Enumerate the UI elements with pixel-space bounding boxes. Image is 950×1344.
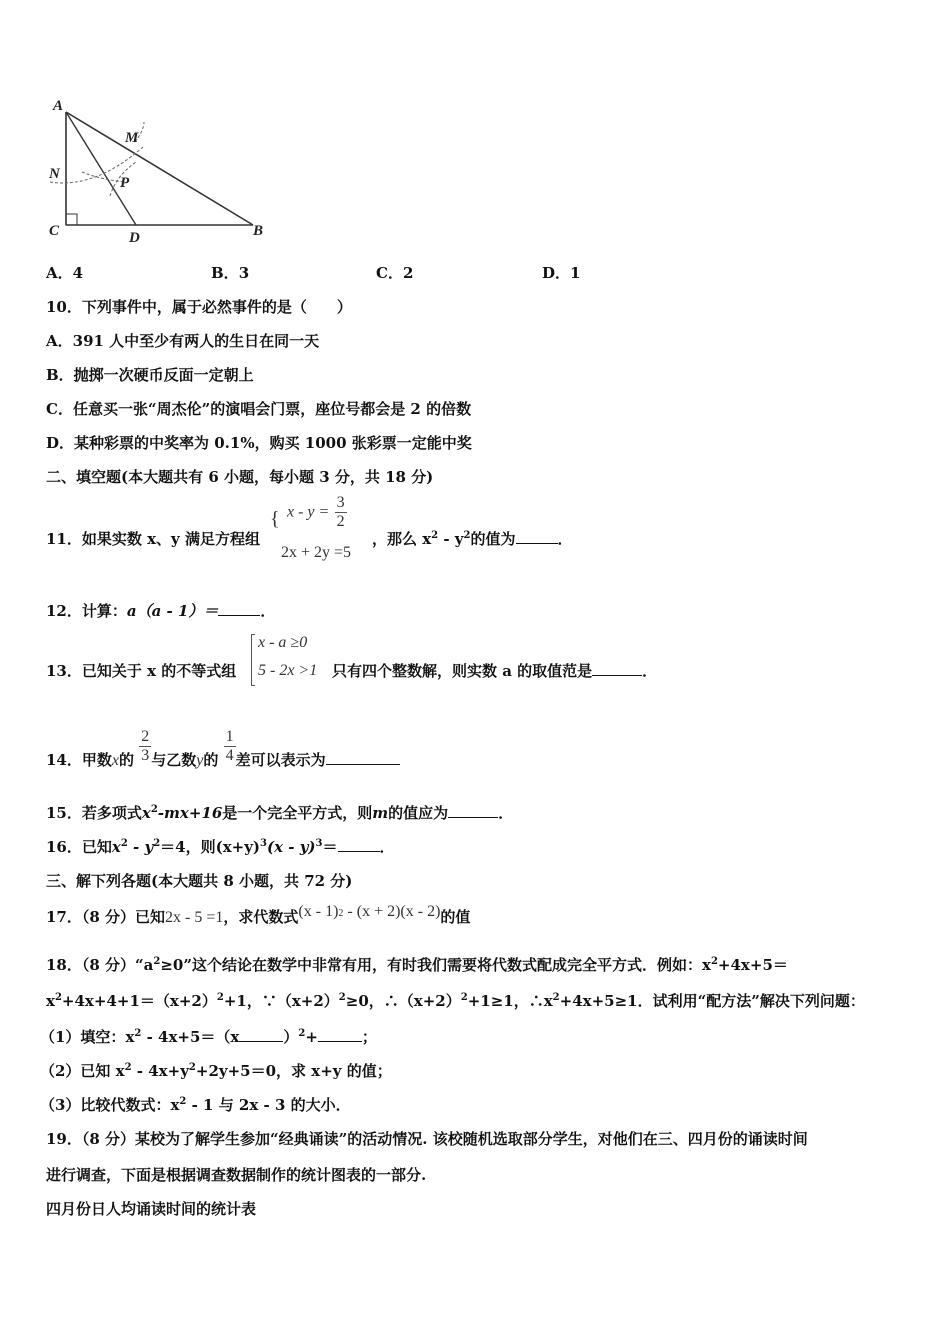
q11-prefix: 11．如果实数 x、y 满足方程组 bbox=[46, 530, 260, 548]
q15: 15．若多项式$x^2-mx+16$是一个完全平方式，则m的值应为 ． bbox=[46, 804, 514, 822]
triangle-figure bbox=[40, 92, 280, 252]
q13-brace bbox=[251, 634, 255, 686]
q9-option-b: B．3 bbox=[211, 264, 250, 282]
q18-blank-2[interactable] bbox=[318, 1027, 362, 1042]
q11-answer-blank[interactable] bbox=[516, 529, 558, 544]
q18-part3: （3）比较代数式：$x^2 - 1$ 与 2x - 3 的大小． bbox=[40, 1096, 351, 1114]
q16: 16．已知$x^2 - y^2=4$，则$(x+y)^3(x - y)^3=$ ． bbox=[46, 838, 395, 856]
right-angle-mark bbox=[66, 214, 77, 225]
q19-table-title: 四月份日人均诵读时间的统计表 bbox=[46, 1200, 257, 1218]
q10-option-d: D．某种彩票的中奖率为 0.1%，购买 1000 张彩票一定能中奖 bbox=[46, 434, 472, 452]
segment-ad bbox=[66, 112, 136, 225]
segment-ab bbox=[66, 112, 253, 225]
label-p: P bbox=[120, 175, 130, 191]
q13-suffix: 只有四个整数解，则实数 a 的取值范是 ． bbox=[332, 662, 658, 680]
q14-fraction-2: $\frac{1}{4}$ bbox=[225, 728, 234, 764]
q17: 17．（8 分）已知2x - 5 =1，求代数式(x - 1)$^2$ - (x + 2)(x - 2)的值 bbox=[46, 903, 471, 926]
section-3-heading: 三、解下列各题(本大题共 8 小题，共 72 分) bbox=[46, 872, 353, 890]
q18-line1: 18．（8 分）“$a^2\ge 0$”这个结论在数学中非常有用，有时我们需要将代数式配成完全平方式．例如：$x^2+4x+5=$ bbox=[46, 956, 788, 974]
q12: 12．计算：a（a - 1）＝ ． bbox=[46, 602, 276, 620]
q13-prefix: 13．已知关于 x 的不等式组 bbox=[46, 662, 237, 680]
q18-line2: $x^2+4x+4+1=(x+2)^2+1$，$\because(x+2)^2\ge 0$，$\therefore(x+2)^2+1\ge 1$，$\therefore x^2+4x+5\ge 1$．试利用“配方法”解决下列问题： bbox=[46, 992, 865, 1010]
label-d: D bbox=[129, 230, 140, 246]
q9-option-c: C．2 bbox=[376, 264, 414, 282]
q14-fraction-1: $\frac{2}{3}$ bbox=[141, 728, 150, 764]
q10-option-a: A．391 人中至少有两人的生日在同一天 bbox=[46, 332, 320, 350]
q11-eq1 bbox=[287, 494, 347, 531]
q9-option-d: D．1 bbox=[542, 264, 581, 282]
q11-brace: { bbox=[270, 508, 280, 530]
q10-stem: 10．下列事件中，属于必然事件的是（ ） bbox=[46, 298, 352, 316]
label-m: M bbox=[125, 130, 139, 146]
section-2-heading: 二、填空题(本大题共有 6 小题，每小题 3 分，共 18 分) bbox=[46, 468, 434, 486]
q13-answer-blank[interactable] bbox=[592, 661, 642, 676]
q11-eq1-left: x - y = bbox=[287, 503, 330, 521]
label-b: B bbox=[253, 223, 264, 239]
label-c: C bbox=[49, 223, 60, 239]
label-a: A bbox=[53, 98, 64, 114]
q19-line1: 19．（8 分）某校为了解学生参加“经典诵读”的活动情况. 该校随机选取部分学生，对他们在三、四月份的诵读时间 bbox=[46, 1130, 808, 1148]
q14-answer-blank[interactable] bbox=[326, 750, 400, 765]
label-n: N bbox=[49, 166, 60, 182]
q15-answer-blank[interactable] bbox=[448, 803, 498, 818]
q11-eq2: 2x + 2y =5 bbox=[281, 544, 352, 561]
q19-line2: 进行调查，下面是根据调查数据制作的统计图表的一部分. bbox=[46, 1166, 427, 1184]
q18-part2: （2）已知 $x^2 - 4x+y^2+2y+5=0$，求 x+y 的值； bbox=[40, 1062, 392, 1080]
q13-ineq1: x - a ≥0 bbox=[258, 634, 308, 651]
q11-eq1-fraction: $\frac{3}{2}$ bbox=[336, 494, 345, 530]
q10-option-b: B．抛掷一次硬币反面一定朝上 bbox=[46, 366, 254, 384]
q16-answer-blank[interactable] bbox=[338, 837, 380, 852]
q12-answer-blank[interactable] bbox=[218, 601, 260, 616]
q13-ineq2: 5 - 2x >1 bbox=[258, 662, 318, 679]
q9-option-a: A．4 bbox=[46, 264, 84, 282]
q18-part1: （1）填空：$x^2 - 4x+5=(x$ ）$^2$+ ； bbox=[40, 1028, 377, 1046]
q11-suffix: ，那么 $x^2 - y^2$的值为 ． bbox=[372, 530, 573, 548]
q10-option-c: C．任意买一张“周杰伦”的演唱会门票，座位号都会是 2 的倍数 bbox=[46, 400, 472, 418]
q14: 14．甲数x的 $\frac{2}{3}$ 与乙数y的 $\frac{1}{4}$ 差可以表示为 bbox=[46, 728, 400, 765]
q18-blank-1[interactable] bbox=[239, 1027, 283, 1042]
